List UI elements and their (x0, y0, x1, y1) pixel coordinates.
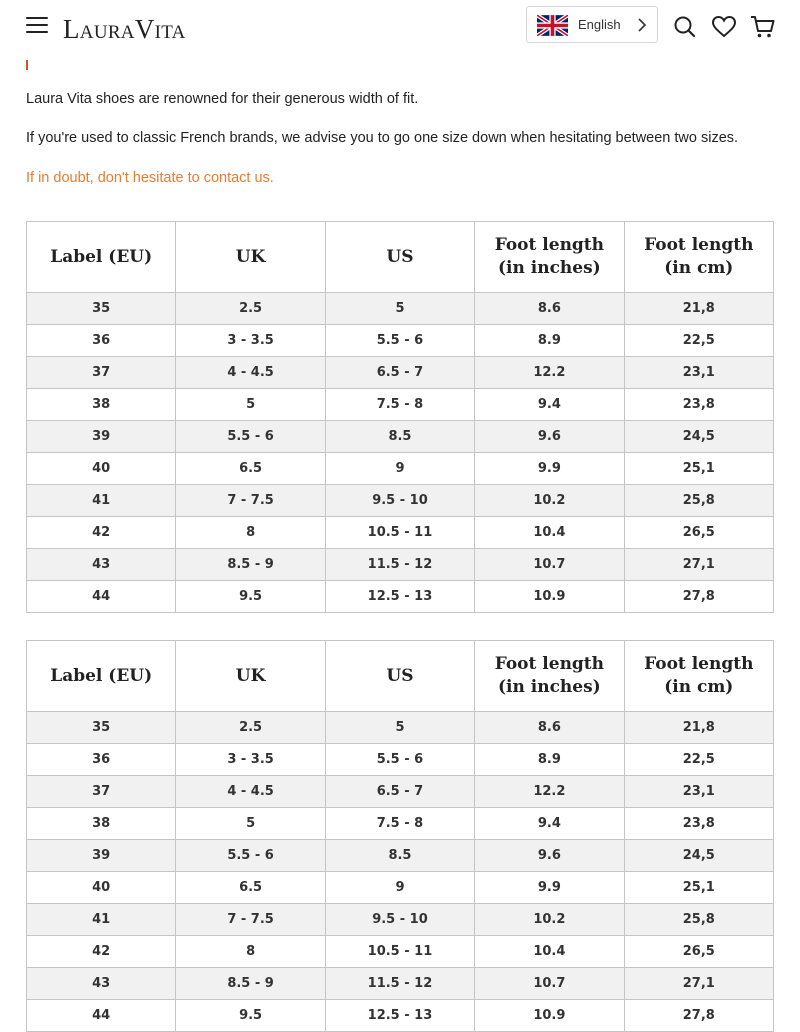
table-cell: 25,1 (624, 453, 773, 485)
table-cell: 8.6 (475, 293, 624, 325)
table-cell: 37 (27, 776, 176, 808)
table-cell: 44 (27, 1000, 176, 1032)
table-cell: 10.5 - 11 (325, 936, 474, 968)
table-cell: 23,1 (624, 357, 773, 389)
table-cell: 4 - 4.5 (176, 776, 325, 808)
table-cell: 7.5 - 8 (325, 808, 474, 840)
table-cell: 9.4 (475, 389, 624, 421)
table-cell: 2.5 (176, 712, 325, 744)
language-label: English (578, 17, 621, 32)
table-cell: 24,5 (624, 421, 773, 453)
column-header-line: US (386, 246, 414, 267)
table-cell: 10.9 (475, 1000, 624, 1032)
table-cell: 9.6 (475, 421, 624, 453)
table-row (27, 325, 774, 357)
column-header-line: (in cm) (664, 677, 734, 697)
table-cell: 2.5 (176, 293, 325, 325)
table-cell: 10.5 - 11 (325, 517, 474, 549)
table-cell: 9.6 (475, 840, 624, 872)
table-row (27, 357, 774, 389)
table-header-row (27, 222, 774, 293)
table-cell: 27,8 (624, 1000, 773, 1032)
column-header (27, 641, 176, 712)
table-row (27, 744, 774, 776)
table-cell: 26,5 (624, 936, 773, 968)
table-cell: 11.5 - 12 (325, 549, 474, 581)
table-row (27, 549, 774, 581)
table-row (27, 968, 774, 1000)
table-cell: 23,8 (624, 808, 773, 840)
table-cell: 8.9 (475, 325, 624, 357)
table-row (27, 1000, 774, 1032)
table-cell: 10.4 (475, 517, 624, 549)
table-cell: 40 (27, 872, 176, 904)
column-header (27, 222, 176, 293)
table-cell: 5.5 - 6 (176, 421, 325, 453)
table-cell: 10.9 (475, 581, 624, 613)
table-cell: 25,8 (624, 904, 773, 936)
table-cell: 8 (176, 936, 325, 968)
table-cell: 42 (27, 936, 176, 968)
column-header-line: (in cm) (664, 258, 734, 278)
table-cell: 3 - 3.5 (176, 744, 325, 776)
table-cell: 41 (27, 485, 176, 517)
table-cell: 5 (176, 808, 325, 840)
table-cell: 41 (27, 904, 176, 936)
column-header (475, 222, 624, 293)
table-cell: 22,5 (624, 325, 773, 357)
column-header (325, 222, 474, 293)
table-cell: 5 (176, 389, 325, 421)
column-header-line: Foot length (644, 235, 754, 255)
table-cell: 27,1 (624, 549, 773, 581)
table-cell: 27,1 (624, 968, 773, 1000)
table-cell: 9.9 (475, 453, 624, 485)
table-cell: 39 (27, 840, 176, 872)
column-header-line: US (386, 665, 414, 686)
table-row (27, 453, 774, 485)
table-cell: 38 (27, 389, 176, 421)
table-cell: 9 (325, 453, 474, 485)
column-header (475, 641, 624, 712)
column-header-line: (in inches) (497, 258, 601, 278)
table-cell: 6.5 (176, 453, 325, 485)
table-cell: 35 (27, 293, 176, 325)
logo[interactable]: LauraVita (63, 14, 186, 44)
table-cell: 8.5 (325, 421, 474, 453)
column-header (624, 641, 773, 712)
table-cell: 10.7 (475, 968, 624, 1000)
table-cell: 6.5 - 7 (325, 357, 474, 389)
table-cell: 8.9 (475, 744, 624, 776)
table-cell: 9.4 (475, 808, 624, 840)
cart-icon[interactable] (750, 14, 776, 40)
size-chart-table (26, 640, 774, 1032)
table-cell: 36 (27, 744, 176, 776)
table-row (27, 421, 774, 453)
table-cell: 35 (27, 712, 176, 744)
table-row (27, 293, 774, 325)
language-selector[interactable] (526, 6, 658, 43)
table-cell: 40 (27, 453, 176, 485)
table-cell: 12.5 - 13 (325, 1000, 474, 1032)
table-cell: 8.6 (475, 712, 624, 744)
table-cell: 36 (27, 325, 176, 357)
column-header-line: Foot length (494, 654, 605, 674)
column-header-line: Foot length (644, 654, 754, 674)
table-cell: 5.5 - 6 (325, 744, 474, 776)
table-cell: 27,8 (624, 581, 773, 613)
table-cell: 6.5 (176, 872, 325, 904)
contact-link[interactable]: If in doubt, don't hesitate to contact us. (26, 170, 274, 186)
table-row (27, 808, 774, 840)
accent-marker (26, 60, 28, 70)
table-cell: 7 - 7.5 (176, 485, 325, 517)
table-cell: 9.9 (475, 872, 624, 904)
menu-icon[interactable] (26, 17, 48, 35)
table-cell: 8 (176, 517, 325, 549)
table-cell: 12.2 (475, 357, 624, 389)
table-row (27, 936, 774, 968)
table-cell: 43 (27, 968, 176, 1000)
column-header-line: Foot length (494, 235, 605, 255)
size-chart-table (26, 221, 774, 613)
table-cell: 9.5 (176, 1000, 325, 1032)
table-row (27, 872, 774, 904)
table-cell: 5 (325, 293, 474, 325)
table-header-row (27, 641, 774, 712)
uk-flag-icon (537, 15, 568, 36)
table-row (27, 581, 774, 613)
table-cell: 26,5 (624, 517, 773, 549)
table-cell: 42 (27, 517, 176, 549)
table-cell: 9.5 - 10 (325, 485, 474, 517)
table-cell: 3 - 3.5 (176, 325, 325, 357)
column-header-line: UK (235, 246, 266, 267)
table-row (27, 517, 774, 549)
table-cell: 7.5 - 8 (325, 389, 474, 421)
table-cell: 21,8 (624, 712, 773, 744)
table-cell: 5.5 - 6 (325, 325, 474, 357)
table-cell: 39 (27, 421, 176, 453)
table-cell: 23,8 (624, 389, 773, 421)
advice-paragraph: If you're used to classic French brands, we advise you to go one size down when hesitating between two sizes. (26, 130, 739, 146)
table-cell: 10.7 (475, 549, 624, 581)
table-cell: 22,5 (624, 744, 773, 776)
table-cell: 12.2 (475, 776, 624, 808)
table-cell: 12.5 - 13 (325, 581, 474, 613)
table-row (27, 712, 774, 744)
table-cell: 8.5 (325, 840, 474, 872)
column-header (325, 641, 474, 712)
table-cell: 21,8 (624, 293, 773, 325)
table-cell: 4 - 4.5 (176, 357, 325, 389)
table-cell: 37 (27, 357, 176, 389)
heart-icon[interactable] (711, 14, 737, 40)
column-header (624, 222, 773, 293)
table-cell: 44 (27, 581, 176, 613)
table-cell: 23,1 (624, 776, 773, 808)
table-cell: 43 (27, 549, 176, 581)
column-header (176, 222, 325, 293)
column-header-line: Label (EU) (50, 246, 153, 267)
column-header-line: (in inches) (497, 677, 601, 697)
table-row (27, 389, 774, 421)
column-header (176, 641, 325, 712)
table-cell: 10.2 (475, 904, 624, 936)
table-row (27, 485, 774, 517)
intro-paragraph: Laura Vita shoes are renowned for their generous width of fit. (26, 91, 419, 107)
table-row (27, 840, 774, 872)
table-cell: 24,5 (624, 840, 773, 872)
table-row (27, 904, 774, 936)
table-cell: 8.5 - 9 (176, 549, 325, 581)
table-cell: 5 (325, 712, 474, 744)
table-cell: 5.5 - 6 (176, 840, 325, 872)
table-cell: 9.5 - 10 (325, 904, 474, 936)
table-cell: 9 (325, 872, 474, 904)
table-cell: 8.5 - 9 (176, 968, 325, 1000)
table-cell: 10.4 (475, 936, 624, 968)
table-cell: 25,8 (624, 485, 773, 517)
table-cell: 38 (27, 808, 176, 840)
table-cell: 25,1 (624, 872, 773, 904)
table-row (27, 776, 774, 808)
table-cell: 9.5 (176, 581, 325, 613)
site-header (0, 0, 800, 56)
column-header-line: Label (EU) (50, 665, 153, 686)
table-cell: 7 - 7.5 (176, 904, 325, 936)
table-cell: 11.5 - 12 (325, 968, 474, 1000)
chevron-right-icon (637, 18, 647, 32)
table-cell: 6.5 - 7 (325, 776, 474, 808)
column-header-line: UK (235, 665, 266, 686)
table-cell: 10.2 (475, 485, 624, 517)
search-icon[interactable] (672, 14, 698, 40)
